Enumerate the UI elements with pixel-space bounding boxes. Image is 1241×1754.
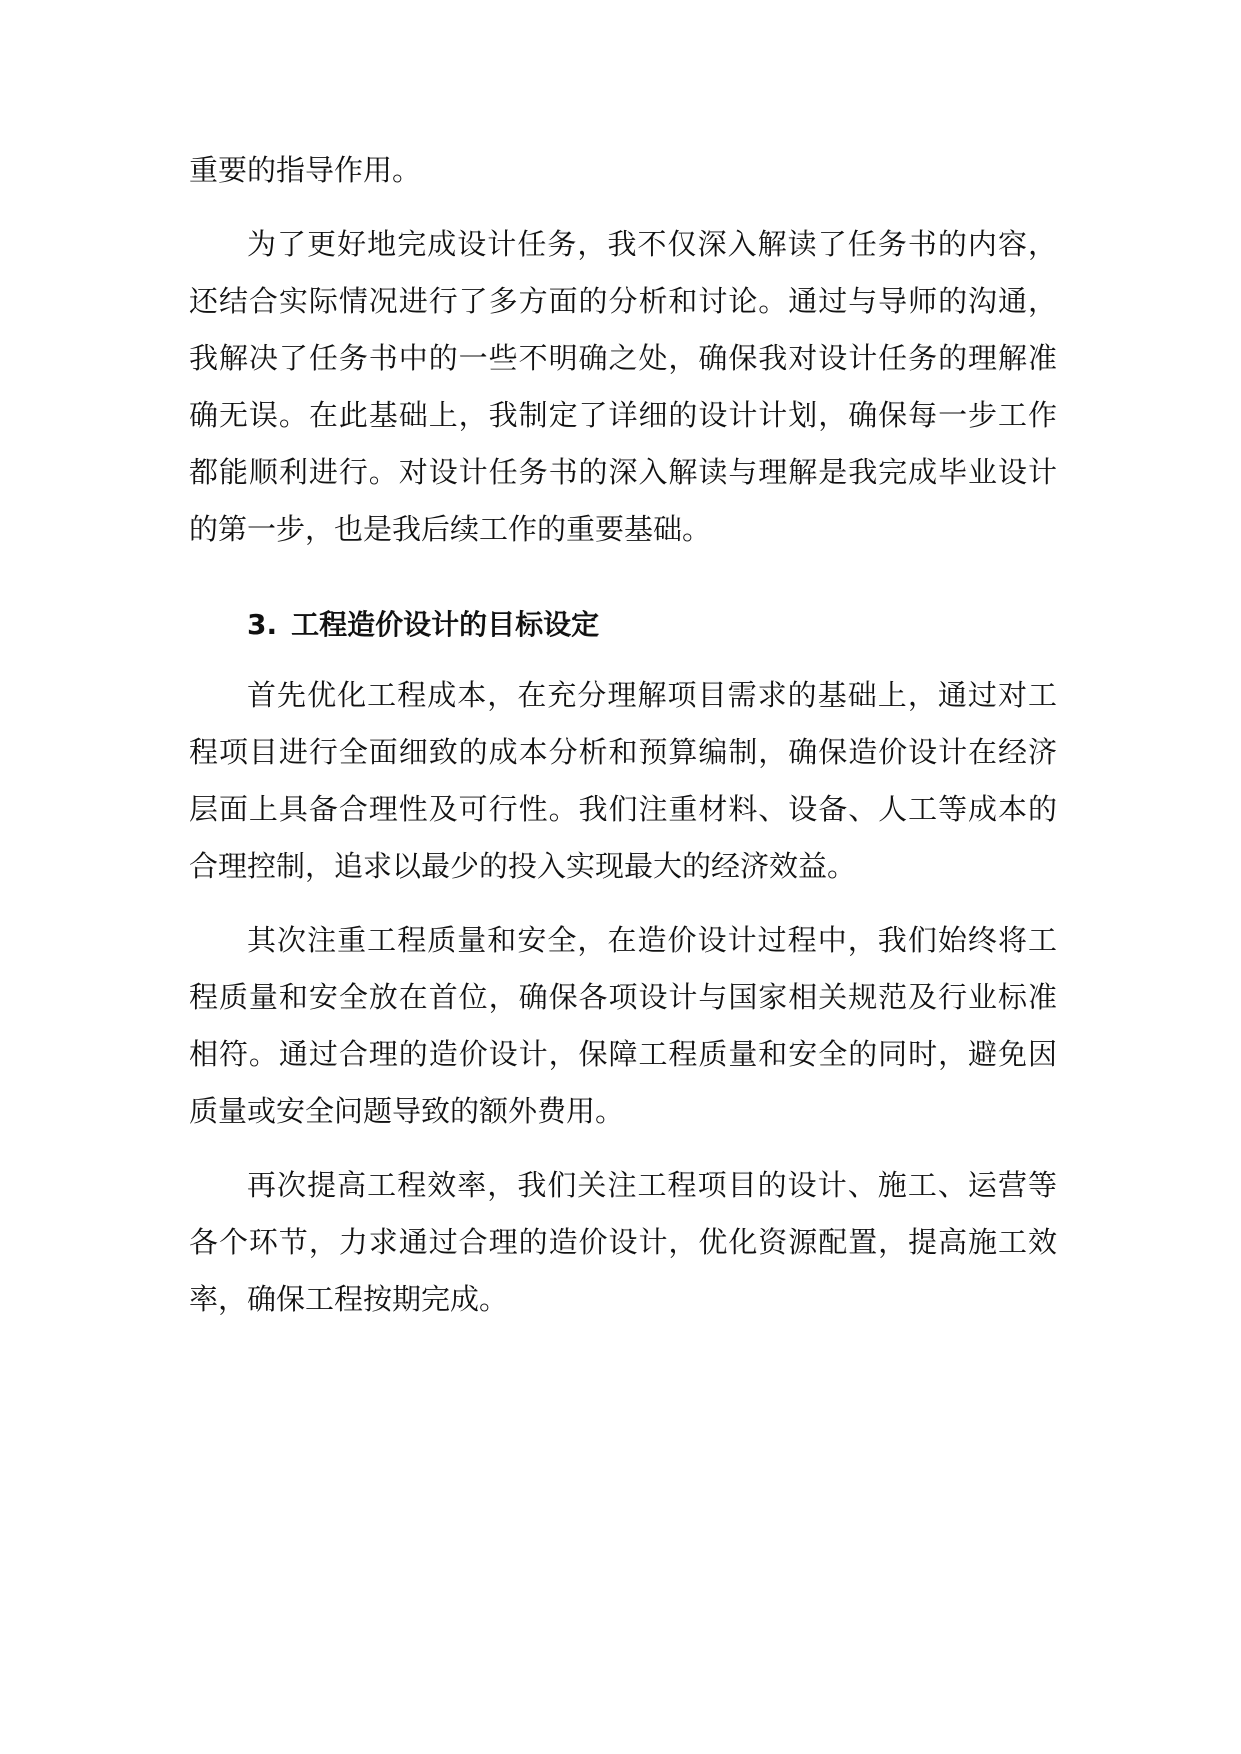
paragraph-continuation: 重要的指导作用。: [189, 153, 422, 187]
paragraph-efficiency: 再次提高工程效率，我们关注工程项目的设计、施工、运营等各个环节，力求通过合理的造价设计，优化资源配置，提高施工效率，确保工程按期完成。: [189, 1168, 1057, 1316]
paragraph-task-analysis: 为了更好地完成设计任务，我不仅深入解读了任务书的内容，还结合实际情况进行了多方面的分析和讨论。通过与导师的沟通，我解决了任务书中的一些不明确之处，确保我对设计任务的理解准确无误。在此基础上，我制定了详细的设计计划，确保每一步工作都能顺利进行。对设计任务书的深入解读与理解是我完成毕业设计的第一步，也是我后续工作的重要基础。: [189, 227, 1057, 546]
section-title: 工程造价设计的目标设定: [291, 608, 600, 641]
paragraph-cost-optimization: 首先优化工程成本，在充分理解项目需求的基础上，通过对工程项目进行全面细致的成本分析和预算编制，确保造价设计在经济层面上具备合理性及可行性。我们注重材料、设备、人工等成本的合理控制，追求以最少的投入实现最大的经济效益。: [189, 678, 1057, 883]
paragraph-quality-safety: 其次注重工程质量和安全，在造价设计过程中，我们始终将工程质量和安全放在首位，确保各项设计与国家相关规范及行业标准相符。通过合理的造价设计，保障工程质量和安全的同时，避免因质量或安全问题导致的额外费用。: [189, 923, 1057, 1128]
document-body: [189, 142, 1057, 1345]
section-number: 3.: [247, 608, 278, 641]
section-heading: [189, 596, 1057, 653]
